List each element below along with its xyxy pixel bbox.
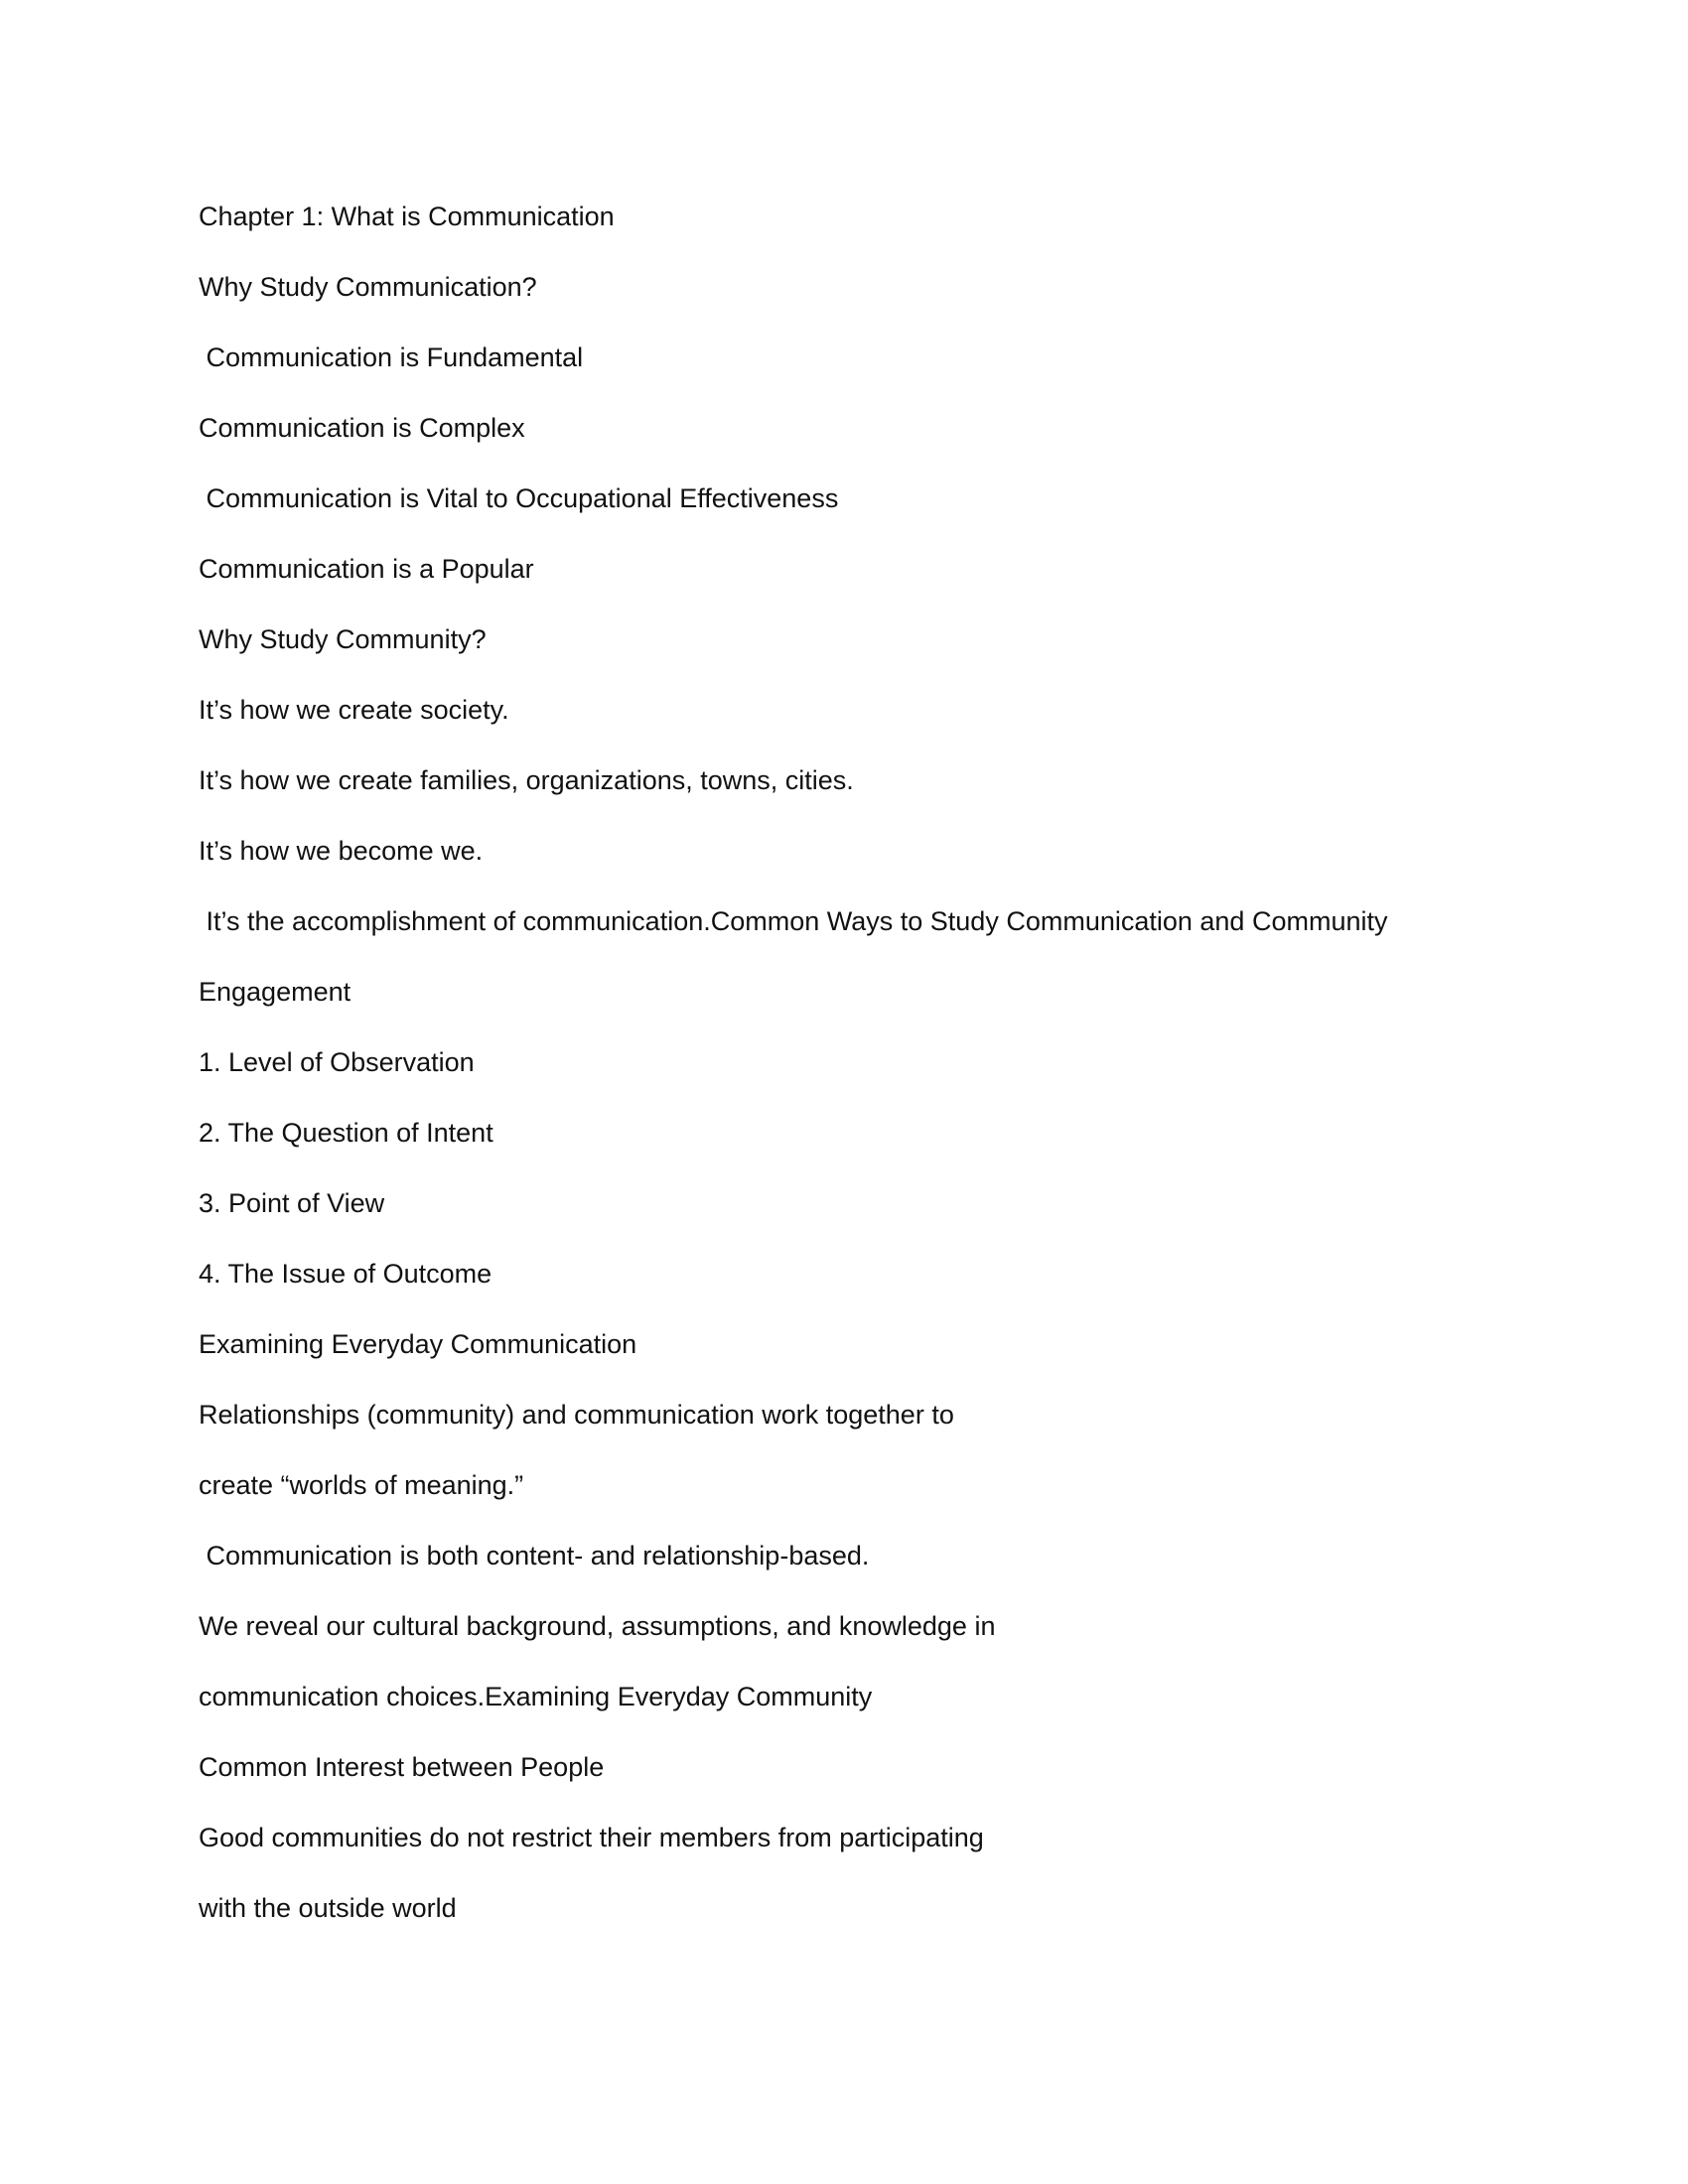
list-item: 1. Level of Observation: [199, 1047, 475, 1077]
section-heading-examining-everyday-communication: Examining Everyday Communication: [199, 1329, 637, 1359]
text-line: Common Interest between People: [199, 1752, 605, 1782]
text-line: Relationships (community) and communication work together to: [199, 1400, 954, 1430]
text-line: communication choices.Examining Everyday Community: [199, 1682, 873, 1711]
text-line: Communication is both content- and relationship-based.: [199, 1541, 870, 1570]
section-heading-why-study-communication: Why Study Communication?: [199, 272, 537, 302]
text-line: We reveal our cultural background, assumptions, and knowledge in: [199, 1611, 996, 1641]
text-line: Engagement: [199, 977, 352, 1007]
text-line: It’s how we create society.: [199, 695, 509, 725]
text-line: It’s how we become we.: [199, 836, 484, 866]
text-line: Good communities do not restrict their members from participating: [199, 1823, 984, 1852]
list-item: 4. The Issue of Outcome: [199, 1259, 492, 1289]
text-line: create “worlds of meaning.”: [199, 1470, 524, 1500]
text-line: Communication is Complex: [199, 413, 525, 443]
text-line: Communication is a Popular: [199, 554, 534, 584]
list-item: 3. Point of View: [199, 1188, 385, 1218]
text-line: with the outside world: [199, 1893, 457, 1923]
section-heading-why-study-community: Why Study Community?: [199, 624, 487, 654]
text-line: Communication is Fundamental: [199, 342, 584, 372]
text-line: It’s the accomplishment of communication.Common Ways to Study Communication and Community: [199, 906, 1388, 936]
document-body: [199, 195, 1509, 1957]
chapter-title: Chapter 1: What is Communication: [199, 202, 615, 231]
text-line: It’s how we create families, organizations, towns, cities.: [199, 765, 854, 795]
list-item: 2. The Question of Intent: [199, 1118, 493, 1148]
text-line: Communication is Vital to Occupational Effectiveness: [199, 483, 839, 513]
